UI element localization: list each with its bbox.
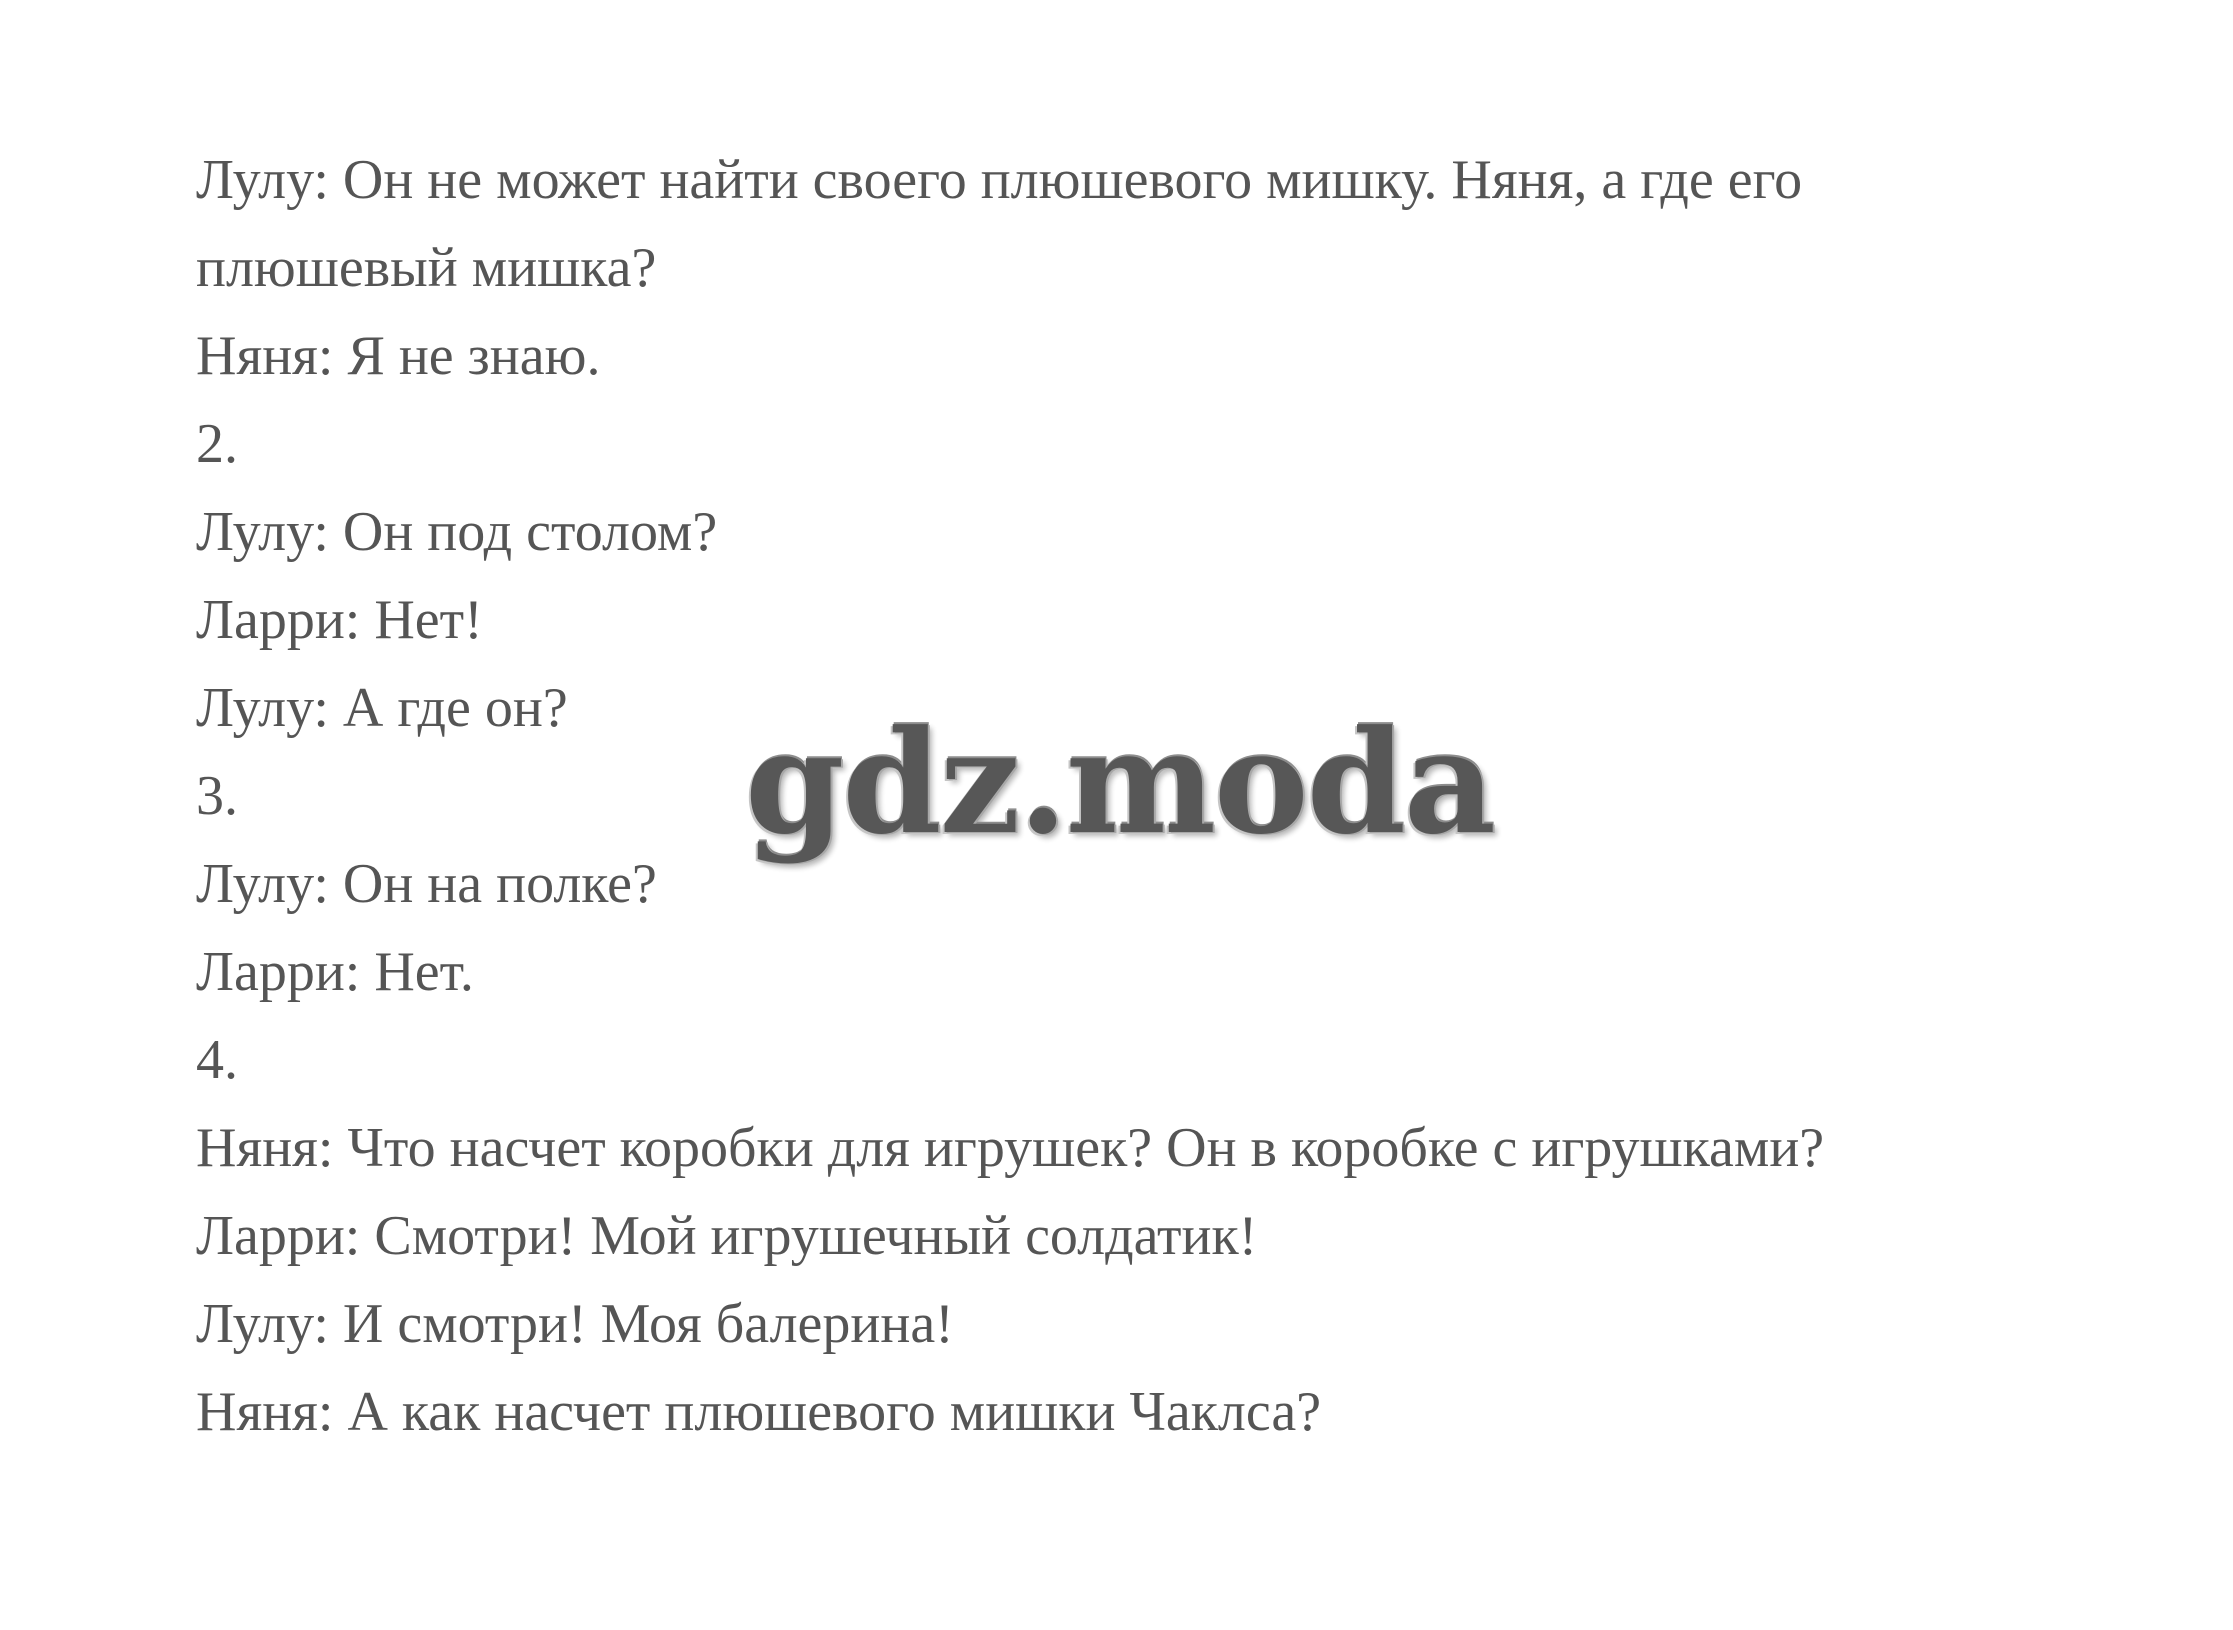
text-line: Ларри: Нет! xyxy=(196,589,483,651)
text-line: плюшевый мишка? xyxy=(196,237,657,299)
text-line: Няня: А как насчет плюшевого мишки Чаклса? xyxy=(196,1381,1322,1443)
text-line: Лулу: А где он? xyxy=(196,677,568,739)
text-line: Лулу: Он на полке? xyxy=(196,853,657,915)
section-number: 3. xyxy=(196,765,238,827)
text-line: Лулу: И смотри! Моя балерина! xyxy=(196,1293,954,1355)
text-line: Лулу: Он не может найти своего плюшевого мишку. Няня, а где его xyxy=(196,149,1803,211)
text-line: Няня: Что насчет коробки для игрушек? Он в коробке с игрушками? xyxy=(196,1117,1825,1179)
section-number: 4. xyxy=(196,1029,238,1091)
text-line: Ларри: Смотри! Мой игрушечный солдатик! xyxy=(196,1205,1258,1267)
section-number: 2. xyxy=(196,413,238,475)
text-line: Ларри: Нет. xyxy=(196,941,474,1003)
watermark-logo: gdz.moda xyxy=(745,700,1494,866)
text-line: Няня: Я не знаю. xyxy=(196,325,601,387)
text-line: Лулу: Он под столом? xyxy=(196,501,718,563)
